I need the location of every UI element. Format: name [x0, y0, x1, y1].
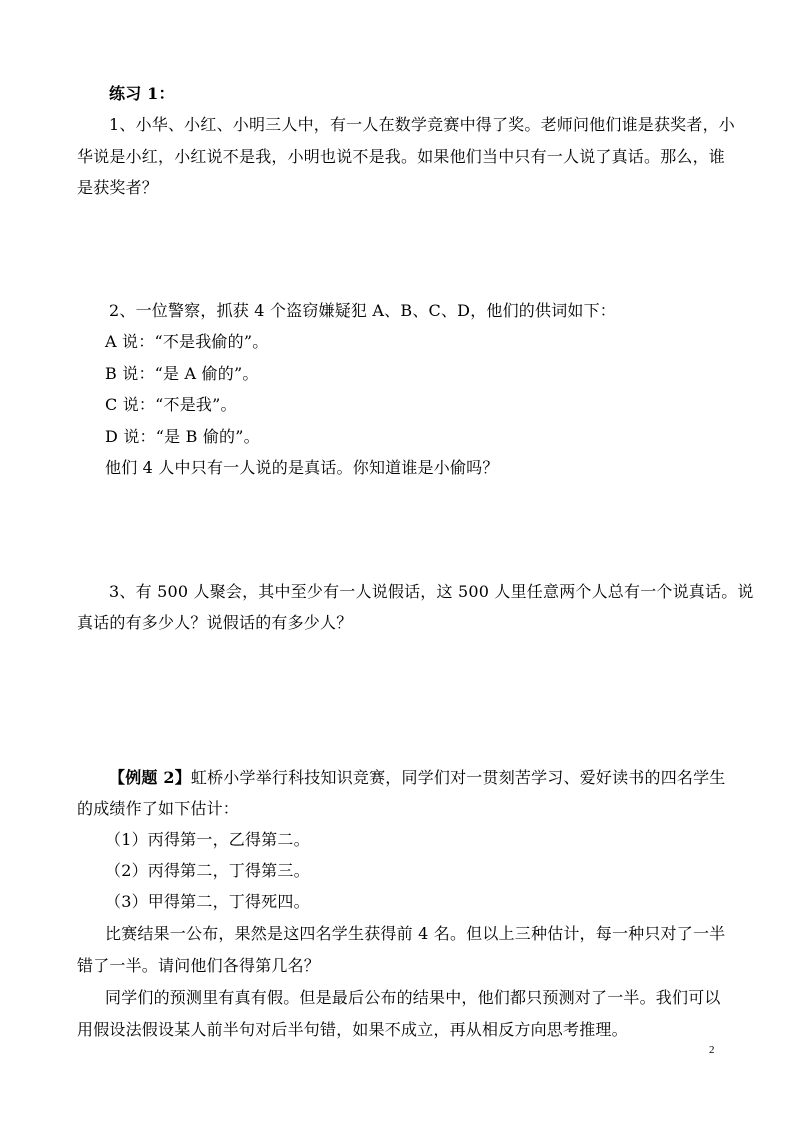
statement-d: D 说：“是 B 偷的”。 [105, 427, 260, 446]
analysis-line2: 用假设法假设某人前半句对后半句错，如果不成立，再从相反方向思考推理。 [77, 1020, 628, 1039]
exercise-heading: 练习 1： [109, 84, 175, 103]
page-number: 2 [709, 1044, 715, 1056]
statement-c: C 说：“不是我”。 [105, 395, 237, 414]
statement-b: B 说：“是 A 偷的”。 [105, 364, 259, 383]
result-line2: 错了一半。请问他们各得第几名？ [77, 956, 321, 975]
example2-label: 【例题 2】 [109, 768, 191, 787]
estimate-2: （2）丙得第二，丁得第三。 [105, 861, 310, 880]
analysis-line1: 同学们的预测里有真有假。但是最后公布的结果中，他们都只预测对了一半。我们可以 [105, 988, 721, 1007]
question1-line2: 华说是小红，小红说不是我，小明也说不是我。如果他们当中只有一人说了真话。那么，谁 [77, 147, 726, 166]
question2-question: 他们 4 人中只有一人说的是真话。你知道谁是小偷吗？ [105, 458, 499, 477]
example2-line1-text: 虹桥小学举行科技知识竞赛，同学们对一贯刻苦学习、爱好读书的四名学生 [190, 768, 726, 787]
question1-line3: 是获奖者？ [77, 178, 159, 197]
estimate-1: （1）丙得第一，乙得第二。 [105, 830, 310, 849]
question3-line1: 3、有 500 人聚会，其中至少有一人说假话，这 500 人里任意两个人总有一个说真话。说 [109, 582, 754, 601]
question3-line2: 真话的有多少人？说假话的有多少人？ [77, 613, 353, 632]
estimate-3: （3）甲得第二，丁得死四。 [105, 892, 310, 911]
result-line1: 比赛结果一公布，果然是这四名学生获得前 4 名。但以上三种估计，每一种只对了一半 [105, 924, 726, 943]
example2-line2: 的成绩作了如下估计： [77, 799, 240, 818]
example2-line1 [109, 768, 726, 788]
question1-line1: 1、小华、小红、小明三人中，有一人在数学竞赛中得了奖。老师问他们谁是获奖者，小 [109, 115, 735, 134]
question2-line1: 2、一位警察，抓获 4 个盗窃嫌疑犯 A、B、C、D，他们的供词如下： [109, 301, 617, 320]
statement-a: A 说：“不是我偷的”。 [105, 332, 269, 351]
